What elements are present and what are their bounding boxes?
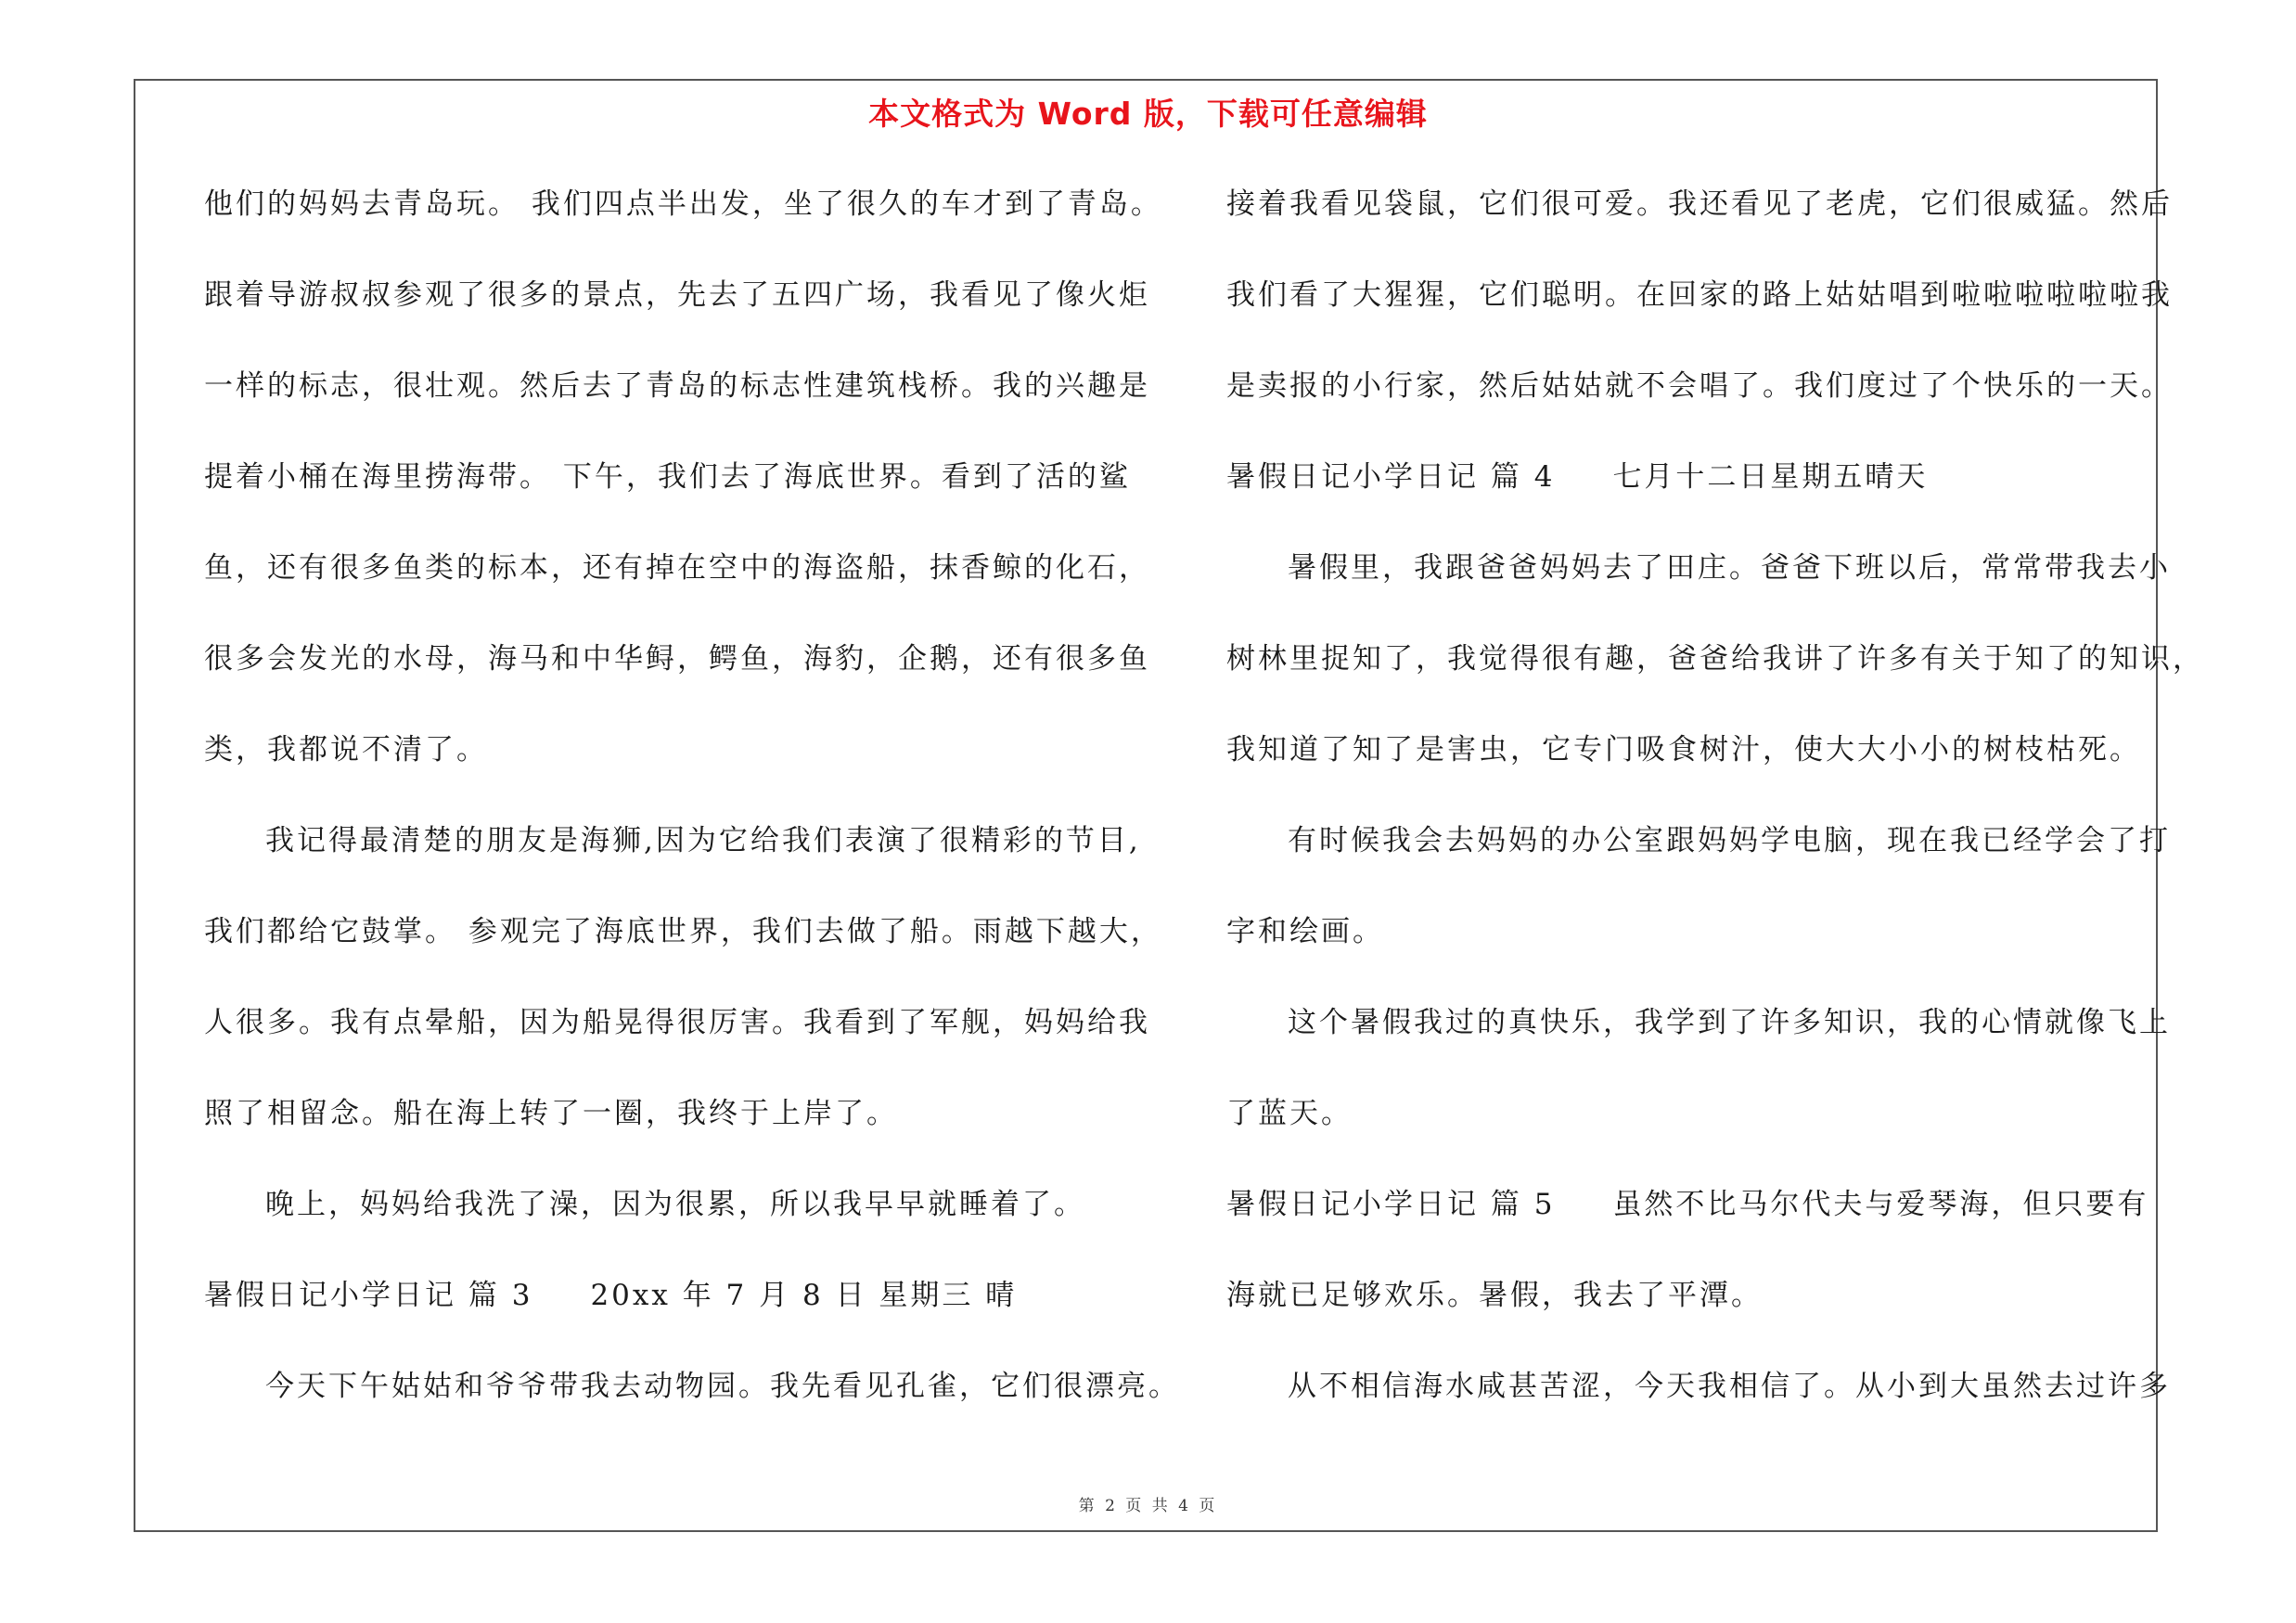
text-line: 一样的标志，很壮观。然后去了青岛的标志性建筑栈桥。我的兴趣是	[204, 369, 1150, 403]
entry-heading	[1226, 458, 1928, 496]
entry-date: 20xx 年 7 月 8 日 星期三 晴	[590, 1279, 1018, 1312]
text-line: 暑假里，我跟爸爸妈妈去了田庄。爸爸下班以后，常常带我去小	[1288, 551, 2171, 585]
text-line: 了蓝天。	[1226, 1097, 1353, 1130]
text-line: 我知道了知了是害虫，它专门吸食树汁，使大大小小的树枝枯死。	[1226, 733, 2141, 766]
text-line: 照了相留念。船在海上转了一圈，我终于上岸了。	[204, 1097, 898, 1130]
text-line: 我记得最清楚的朋友是海狮,因为它给我们表演了很精彩的节目,	[265, 824, 1141, 857]
entry-text: 虽然不比马尔代夫与爱琴海，但只要有	[1612, 1188, 2149, 1221]
document-banner: 本文格式为 Word 版，下载可任意编辑	[868, 96, 1428, 132]
text-line: 从不相信海水咸甚苦涩，今天我相信了。从小到大虽然去过许多	[1288, 1370, 2171, 1403]
entry-date: 七月十二日星期五晴天	[1612, 460, 1929, 494]
text-line: 很多会发光的水母，海马和中华鲟，鳄鱼，海豹，企鹅，还有很多鱼	[204, 642, 1150, 676]
text-line: 今天下午姑姑和爷爷带我去动物园。我先看见孔雀，它们很漂亮。	[265, 1370, 1180, 1403]
text-line: 是卖报的小行家，然后姑姑就不会唱了。我们度过了个快乐的一天。	[1226, 369, 2173, 403]
text-line: 这个暑假我过的真快乐，我学到了许多知识，我的心情就像飞上	[1288, 1006, 2171, 1039]
text-line: 类，我都说不清了。	[204, 733, 488, 766]
text-line: 他们的妈妈去青岛玩。 我们四点半出发，坐了很久的车才到了青岛。	[204, 187, 1162, 221]
text-line: 海就已足够欢乐。暑假，我去了平潭。	[1226, 1279, 1763, 1312]
text-line: 晚上，妈妈给我洗了澡，因为很累，所以我早早就睡着了。	[265, 1188, 1085, 1221]
text-line: 跟着导游叔叔参观了很多的景点，先去了五四广场，我看见了像火炬	[204, 278, 1150, 312]
text-line: 我们都给它鼓掌。 参观完了海底世界，我们去做了船。雨越下越大，	[204, 915, 1162, 948]
entry-title: 暑假日记小学日记 篇 3	[204, 1279, 533, 1312]
text-line: 字和绘画。	[1226, 915, 1384, 948]
entry-heading	[204, 1277, 1017, 1314]
text-line: 接着我看见袋鼠，它们很可爱。我还看见了老虎，它们很威猛。然后	[1226, 187, 2173, 221]
text-line: 提着小桶在海里捞海带。 下午，我们去了海底世界。看到了活的鲨	[204, 460, 1131, 494]
page-number: 第 2 页 共 4 页	[1078, 1497, 1218, 1515]
text-line: 人很多。我有点晕船，因为船晃得很厉害。我看到了军舰，妈妈给我	[204, 1006, 1150, 1039]
entry-title: 暑假日记小学日记 篇 4	[1226, 460, 1556, 494]
entry-title: 暑假日记小学日记 篇 5	[1226, 1188, 1556, 1221]
text-line: 树林里捉知了，我觉得很有趣，爸爸给我讲了许多有关于知了的知识，	[1226, 642, 2204, 676]
entry-heading	[1226, 1186, 2148, 1223]
text-line: 鱼，还有很多鱼类的标本，还有掉在空中的海盗船，抹香鲸的化石，	[204, 551, 1150, 585]
text-line: 有时候我会去妈妈的办公室跟妈妈学电脑，现在我已经学会了打	[1288, 824, 2171, 857]
text-line: 我们看了大猩猩，它们聪明。在回家的路上姑姑唱到啦啦啦啦啦啦我	[1226, 278, 2173, 312]
